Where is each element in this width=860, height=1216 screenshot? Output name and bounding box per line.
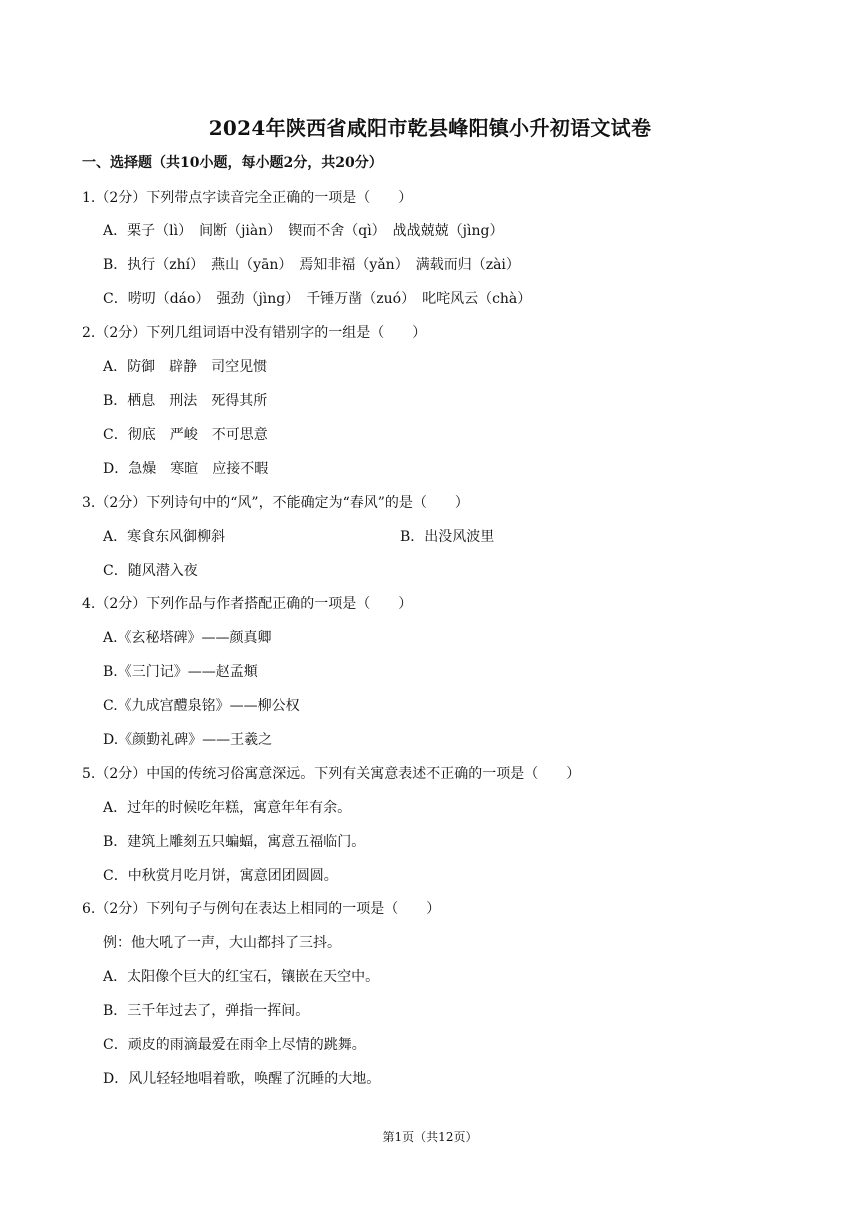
question-4-stem: 4.（2分）下列作品与作者搭配正确的一项是（ ） [82,596,413,612]
question-1-option-a: A．栗子（lì） 间断（jiàn） 锲而不舍（qì） 战战兢兢（jìng） [103,223,504,239]
question-6-option-d: D．风儿轻轻地唱着歌，唤醒了沉睡的大地。 [103,1071,381,1087]
question-2-option-d: D．急燥 寒暄 应接不暇 [103,461,269,477]
question-3-option-b: B．出没风波里 [400,529,495,545]
page-footer: 第1页（共12页） [382,1130,478,1144]
question-4-option-a: A.《玄秘塔碑》——颜真卿 [103,630,272,646]
question-5-option-a: A．过年的时候吃年糕，寓意年年有余。 [103,800,352,816]
question-4-option-d: D.《颜勤礼碑》——王羲之 [103,732,273,748]
question-1-option-c: C．唠叨（dáo） 强劲（jìng） 千锤万凿（zuó） 叱咤风云（chà） [103,291,532,307]
question-1-stem: 1.（2分）下列带点字读音完全正确的一项是（ ） [82,190,413,206]
question-5-option-c: C．中秋赏月吃月饼，寓意团团圆圆。 [103,868,338,884]
question-6-option-c: C．顽皮的雨滴最爱在雨伞上尽情的跳舞。 [103,1037,366,1053]
question-6-option-a: A．太阳像个巨大的红宝石，镶嵌在天空中。 [103,969,380,985]
question-5-stem: 5.（2分）中国的传统习俗寓意深远。下列有关寓意表述不正确的一项是（ ） [82,766,581,782]
question-1-option-b: B．执行（zhí） 燕山（yān） 焉知非福（yǎn） 满载而归（zài） [103,257,520,273]
section-heading: 一、选择题（共10小题，每小题2分，共20分） [82,155,383,171]
question-2-option-b: B．栖息 刑法 死得其所 [103,393,268,409]
question-3-stem: 3.（2分）下列诗句中的“风”，不能确定为“春风”的是（ ） [82,495,469,511]
question-4-option-b: B.《三门记》——赵孟頫 [103,664,258,680]
question-2-stem: 2.（2分）下列几组词语中没有错别字的一组是（ ） [82,325,427,341]
question-6-stem: 6.（2分）下列句子与例句在表达上相同的一项是（ ） [82,901,441,917]
question-6-example: 例：他大吼了一声，大山都抖了三抖。 [103,935,341,951]
question-3-option-c: C．随风潜入夜 [103,563,198,579]
question-6-option-b: B．三千年过去了，弹指一挥间。 [103,1003,310,1019]
question-4-option-c: C.《九成宫醴泉铭》——柳公权 [103,698,300,714]
question-2-option-c: C．彻底 严峻 不可思意 [103,427,268,443]
question-5-option-b: B．建筑上雕刻五只蝙蝠，寓意五福临门。 [103,834,366,850]
question-3-option-a: A．寒食东风御柳斜 [103,529,226,545]
question-2-option-a: A．防御 辟静 司空见惯 [103,359,268,375]
page-title: 2024年陕西省咸阳市乾县峰阳镇小升初语文试卷 [208,116,652,140]
